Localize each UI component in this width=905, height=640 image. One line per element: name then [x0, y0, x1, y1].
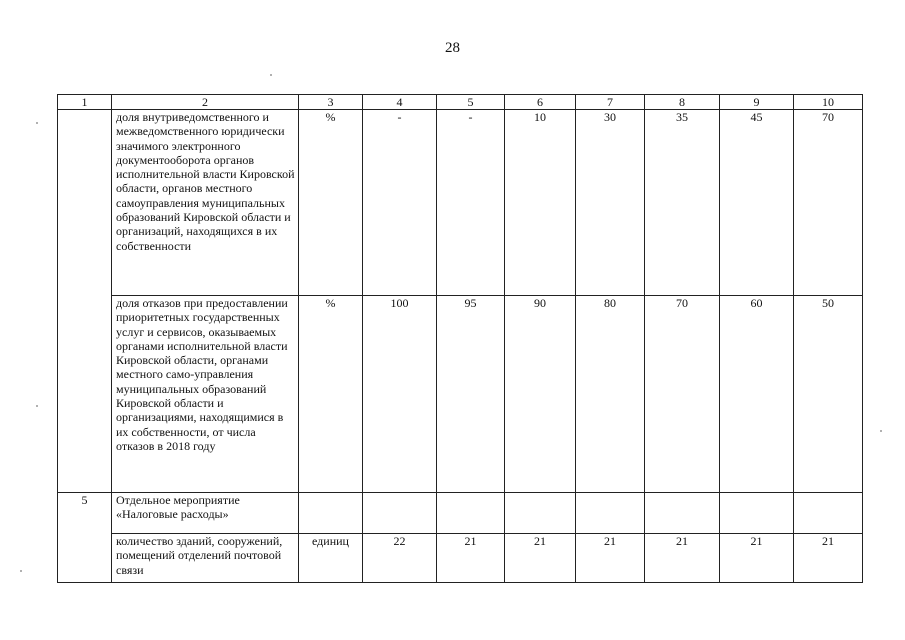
value-cell: 80 [576, 296, 645, 493]
value-cell [363, 493, 437, 534]
unit-cell: % [299, 110, 363, 296]
value-cell: 50 [794, 296, 863, 493]
value-cell: - [437, 110, 505, 296]
value-cell: 70 [645, 296, 720, 493]
indicator-name-cell: доля внутриведомственного и межведомственного юридически значимого электронного документооборота органов исполнительной власти Кировской области, органов местного самоуправления муниципальных образований Кировской области и организаций, находящихся в их собственности [112, 110, 299, 296]
scan-speck [36, 122, 38, 124]
header-cell: 5 [437, 95, 505, 110]
value-cell: - [363, 110, 437, 296]
value-cell: 21 [437, 534, 505, 583]
header-cell: 3 [299, 95, 363, 110]
value-cell: 30 [576, 110, 645, 296]
value-cell: 22 [363, 534, 437, 583]
indicator-name-cell: Отдельное мероприятие «Налоговые расходы» [112, 493, 299, 534]
unit-cell [299, 493, 363, 534]
value-cell: 95 [437, 296, 505, 493]
header-cell: 9 [720, 95, 794, 110]
value-cell: 35 [645, 110, 720, 296]
header-cell: 8 [645, 95, 720, 110]
header-cell: 10 [794, 95, 863, 110]
value-cell [437, 493, 505, 534]
value-cell: 100 [363, 296, 437, 493]
indicator-name-cell: доля отказов при предоставлении приоритетных государственных услуг и сервисов, оказываемых органами исполнительной власти Кировской области, органами местного само-управления муниципальных образований Кировской области и организациями, находящимися в их собственности, от числа отказов в 2018 году [112, 296, 299, 493]
table-row [58, 296, 863, 493]
unit-cell: единиц [299, 534, 363, 583]
unit-cell: % [299, 296, 363, 493]
value-cell [576, 493, 645, 534]
row-number-cell: 5 [58, 493, 112, 583]
table-row [58, 110, 863, 296]
value-cell [505, 493, 576, 534]
value-cell: 45 [720, 110, 794, 296]
value-cell: 60 [720, 296, 794, 493]
table-header-row [58, 95, 863, 110]
header-cell: 2 [112, 95, 299, 110]
header-cell: 7 [576, 95, 645, 110]
value-cell: 21 [794, 534, 863, 583]
scan-speck [20, 570, 22, 572]
value-cell: 10 [505, 110, 576, 296]
value-cell: 70 [794, 110, 863, 296]
value-cell [645, 493, 720, 534]
value-cell: 21 [720, 534, 794, 583]
value-cell: 21 [645, 534, 720, 583]
page-number: 28 [445, 40, 460, 56]
scan-speck [36, 405, 38, 407]
table-row [58, 534, 863, 583]
table-row [58, 493, 863, 534]
scan-speck [270, 74, 272, 76]
value-cell [720, 493, 794, 534]
indicator-name-cell: количество зданий, сооружений, помещений отделений почтовой связи [112, 534, 299, 583]
value-cell: 90 [505, 296, 576, 493]
scan-speck [880, 430, 882, 432]
header-cell: 4 [363, 95, 437, 110]
value-cell: 21 [576, 534, 645, 583]
value-cell [794, 493, 863, 534]
header-cell: 1 [58, 95, 112, 110]
value-cell: 21 [505, 534, 576, 583]
row-number-cell [58, 110, 112, 493]
header-cell: 6 [505, 95, 576, 110]
indicator-table [57, 94, 863, 583]
